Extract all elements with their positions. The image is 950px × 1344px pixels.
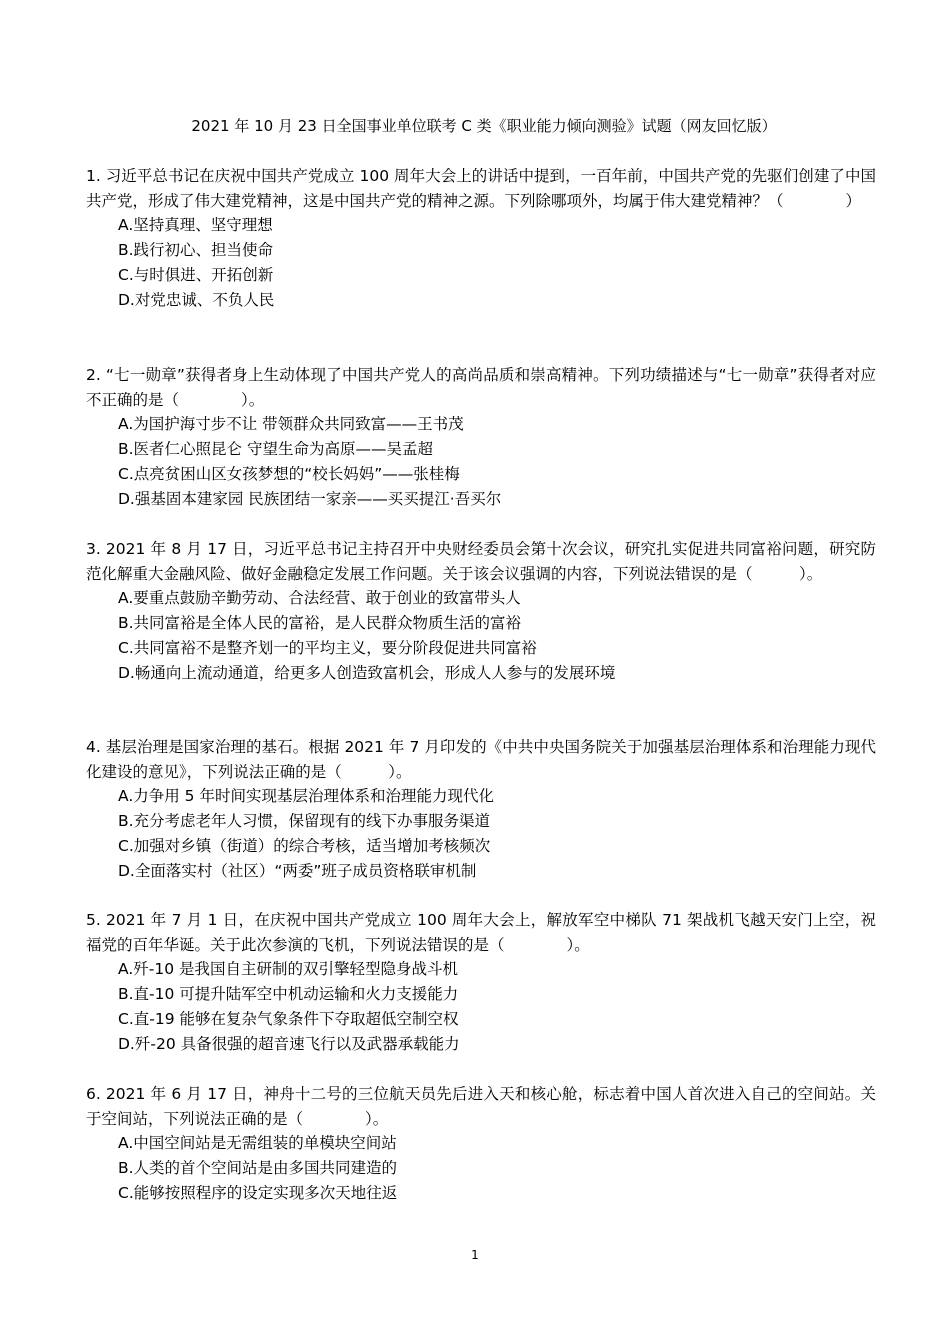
option-a: A.歼-10 是我国自主研制的双引擎轻型隐身战斗机 <box>118 960 459 978</box>
question-1 <box>86 164 876 313</box>
question-5 <box>86 908 876 1057</box>
question-stem: 5. 2021 年 7 月 1 日，在庆祝中国共产党成立 100 周年大会上，解放军空中梯队 71 架战机飞越天安门上空，祝福党的百年华诞。关于此次参演的飞机，下列说法错误的是（ ）。 <box>86 911 876 954</box>
question-stem: 1. 习近平总书记在庆祝中国共产党成立 100 周年大会上的讲话中提到，一百年前，中国共产党的先驱们创建了中国共产党，形成了伟大建党精神，这是中国共产党的精神之源。下列除哪项外，均属于伟大建党精神？（ ） <box>86 167 876 210</box>
option-c: C.点亮贫困山区女孩梦想的“校长妈妈”——张桂梅 <box>118 465 460 483</box>
document-title: 2021 年 10 月 23 日全国事业单位联考 C 类《职业能力倾向测验》试题（网友回忆版） <box>191 117 777 135</box>
option-b: B.充分考虑老年人习惯，保留现有的线下办事服务渠道 <box>118 812 491 830</box>
option-c: C.加强对乡镇（街道）的综合考核，适当增加考核频次 <box>118 837 491 855</box>
question-4 <box>86 735 876 884</box>
question-stem: 2. “七一勋章”获得者身上生动体现了中国共产党人的高尚品质和崇高精神。下列功绩描述与“七一勋章”获得者对应不正确的是（ ）。 <box>86 366 876 409</box>
option-d: D.歼-20 具备很强的超音速飞行以及武器承载能力 <box>118 1035 460 1053</box>
option-list <box>86 784 876 884</box>
option-b: B.共同富裕是全体人民的富裕，是人民群众物质生活的富裕 <box>118 614 522 632</box>
option-c: C.共同富裕不是整齐划一的平均主义，要分阶段促进共同富裕 <box>118 639 537 657</box>
option-b: B.医者仁心照昆仑 守望生命为高原——吴孟超 <box>118 440 433 458</box>
question-2 <box>86 363 876 512</box>
option-list <box>86 1131 876 1206</box>
option-a: A.坚持真理、坚守理想 <box>118 216 273 234</box>
question-3 <box>86 537 876 686</box>
question-stem: 6. 2021 年 6 月 17 日，神舟十二号的三位航天员先后进入天和核心舱，标志着中国人首次进入自己的空间站。关于空间站，下列说法正确的是（ ）。 <box>86 1085 876 1128</box>
page-number: 1 <box>471 1248 479 1262</box>
option-list <box>86 957 876 1057</box>
question-6 <box>86 1082 876 1206</box>
option-a: A.要重点鼓励辛勤劳动、合法经营、敢于创业的致富带头人 <box>118 589 521 607</box>
option-list <box>86 586 876 686</box>
option-list <box>86 412 876 512</box>
option-c: C.与时俱进、开拓创新 <box>118 266 274 284</box>
option-b: B.践行初心、担当使命 <box>118 241 274 259</box>
option-list <box>86 213 876 313</box>
option-b: B.直-10 可提升陆军空中机动运输和火力支援能力 <box>118 985 459 1003</box>
option-a: A.中国空间站是无需组装的单模块空间站 <box>118 1134 397 1152</box>
option-d: D.畅通向上流动通道，给更多人创造致富机会，形成人人参与的发展环境 <box>118 664 616 682</box>
option-d: D.全面落实村（社区）“两委”班子成员资格联审机制 <box>118 862 477 880</box>
option-d: D.对党忠诚、不负人民 <box>118 291 275 309</box>
option-c: C.能够按照程序的设定实现多次天地往返 <box>118 1184 398 1202</box>
option-d: D.强基固本建家园 民族团结一家亲——买买提江·吾买尔 <box>118 490 502 508</box>
option-a: A.力争用 5 年时间实现基层治理体系和治理能力现代化 <box>118 787 494 805</box>
question-stem: 3. 2021 年 8 月 17 日，习近平总书记主持召开中央财经委员会第十次会议，研究扎实促进共同富裕问题，研究防范化解重大金融风险、做好金融稳定发展工作问题。关于该会议强调的内容，下列说法错误的是（ ）。 <box>86 540 876 583</box>
option-c: C.直-19 能够在复杂气象条件下夺取超低空制空权 <box>118 1010 459 1028</box>
option-b: B.人类的首个空间站是由多国共同建造的 <box>118 1159 398 1177</box>
option-a: A.为国护海寸步不让 带领群众共同致富——王书茂 <box>118 415 464 433</box>
question-stem: 4. 基层治理是国家治理的基石。根据 2021 年 7 月印发的《中共中央国务院关于加强基层治理体系和治理能力现代化建设的意见》，下列说法正确的是（ ）。 <box>86 738 876 781</box>
